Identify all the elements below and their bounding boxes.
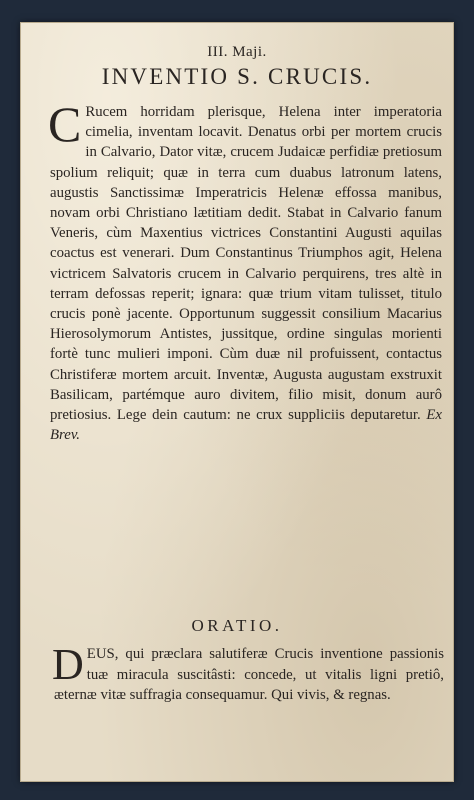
feast-date: III. Maji. [207,44,267,60]
dropcap-c: C [48,96,82,152]
legend-paragraph [48,96,442,445]
source-citation: Ex Brev. [50,407,442,444]
feast-title: INVENTIO S. CRUCIS. [101,64,373,89]
legend-text: Rucem horridam plerisque, Helena inter imperatoria cimelia, inventam locavit. Denatus orbi per mortem crucis in Calvario, Dator vitæ, crucem Judaicæ perfidiæ pretiosum spolium reliquit; quæ in terra cum duabus latronum latens, augustis Sanctissimæ Imperatricis Helenæ effossa manibus, novam orbi Christiano lætitiam dedit. Stabat in Calvario fanum Veneris, cùm Maxentius victrices Constantini Augusti aquilas coactus est venerari. Dum Constantinus Triumphos agit, Helena victricem Salvatoris crucem in Calvario perquirens, tres altè in terram defossas reperit; ignara: quæ trium vitam tulisset, titulo crucis ponè jacente. Opportunum suggessit consilium Macarius Hierosolymorum Antistes, jussitque, ordine singulas morienti fortè tunc mulieri imponi. Cùm duæ nil profuissent, contactus Christiferæ mortem arcuit. Inventæ, Augusta augustam exstruxit Basilicam, partémque auro divitem, filio misit, donum aurô pretiosius. Lege dein cautum: ne crux suppliciis deputaretur. [50,104,442,424]
dropcap-d: D [52,640,84,689]
devotional-card [20,22,454,782]
prayer-paragraph [52,640,444,706]
prayer-text: EUS, qui præclara salutiferæ Crucis inventione passionis tuæ miracula suscitâsti: concede, ut vitalis ligni pretiô, æternæ vitæ suffragia consequamur. Qui vivis, & regnas. [54,646,444,703]
prayer-heading: ORATIO. [191,616,283,635]
